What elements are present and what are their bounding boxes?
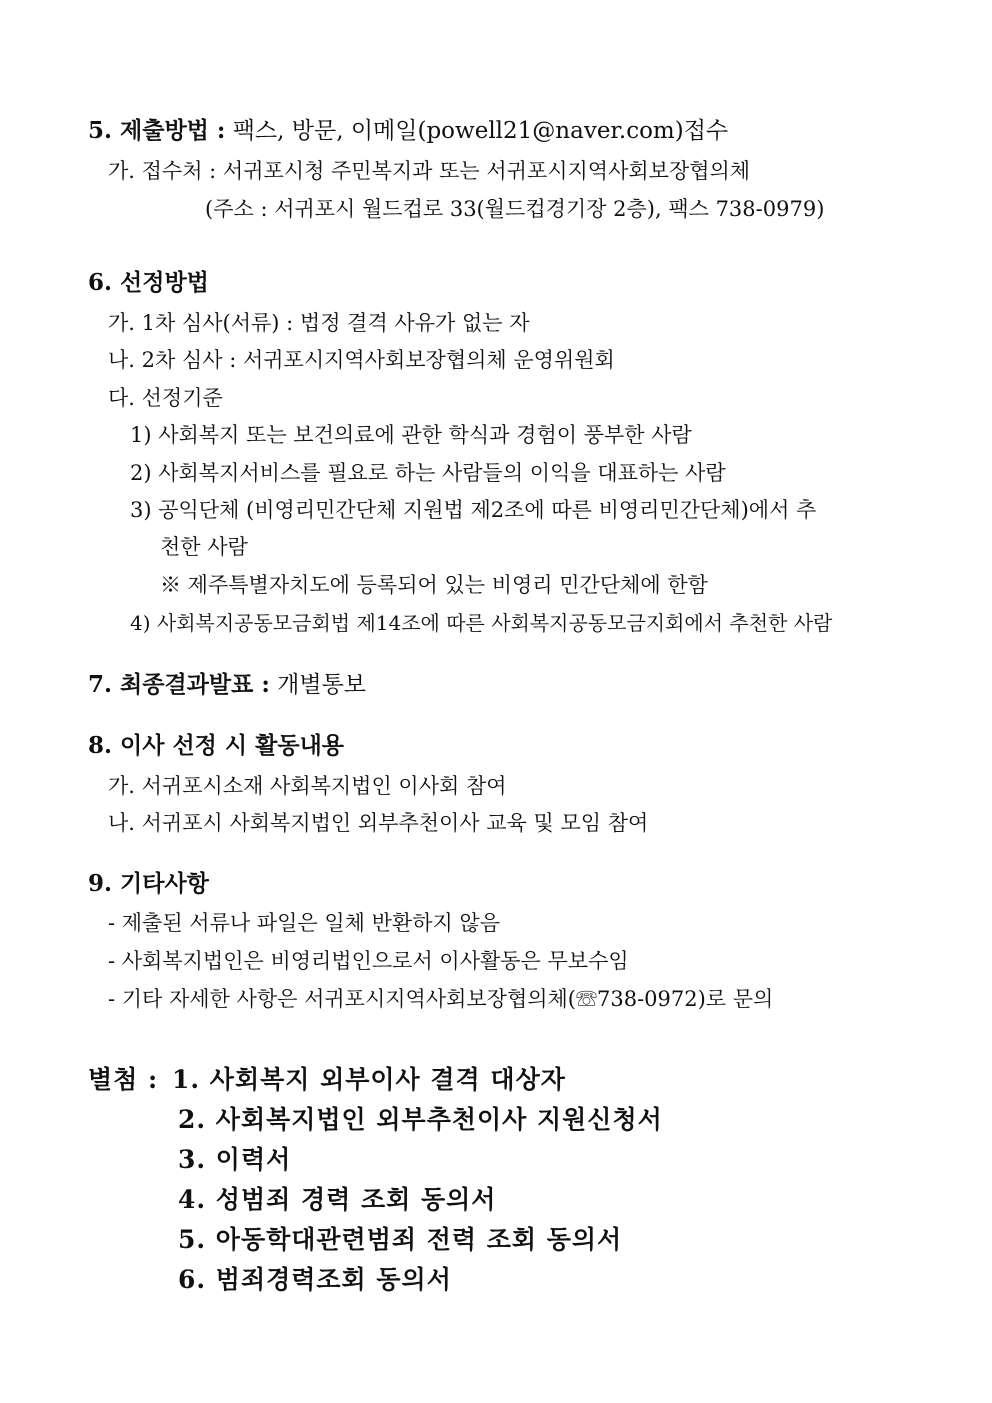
attachment-item: 5. 아동학대관련범죄 전력 조회 동의서 bbox=[178, 1225, 623, 1254]
section-9-item-3: - 기타 자세한 사항은 서귀포시지역사회보장협의체(☏738-0972)로 문의 bbox=[108, 987, 774, 1011]
section-7-heading: 7. 최종결과발표 : bbox=[88, 671, 270, 698]
section-9-item-1: - 제출된 서류나 파일은 일체 반환하지 않음 bbox=[108, 911, 501, 935]
attachment-item: 1. 사회복지 외부이사 결격 대상자 bbox=[172, 1065, 566, 1094]
section-6-item-da: 다. 선정기준 bbox=[108, 386, 223, 410]
section-7-text: 개별통보 bbox=[277, 672, 367, 698]
criteria-3: 3) 공익단체 (비영리민간단체 지원법 제2조에 따른 비영리민간단체)에서 추 bbox=[130, 498, 817, 522]
attachment-item: 4. 성범죄 경력 조회 동의서 bbox=[178, 1185, 497, 1214]
section-8-heading: 8. 이사 선정 시 활동내용 bbox=[88, 732, 345, 759]
criteria-3-continued: 천한 사람 bbox=[160, 535, 248, 559]
attachment-item: 2. 사회복지법인 외부추천이사 지원신청서 bbox=[178, 1105, 663, 1134]
section-6-heading: 6. 선정방법 bbox=[88, 269, 209, 296]
criteria-4: 4) 사회복지공동모금회법 제14조에 따른 사회복지공동모금지회에서 추천한 사람 bbox=[130, 611, 833, 635]
section-6-item-na: 나. 2차 심사 : 서귀포시지역사회보장협의체 운영위원회 bbox=[108, 348, 615, 372]
criteria-1: 1) 사회복지 또는 보건의료에 관한 학식과 경험이 풍부한 사람 bbox=[130, 423, 692, 447]
section-5-heading-line bbox=[88, 116, 728, 146]
criteria-note: ※ 제주특별자치도에 등록되어 있는 비영리 민간단체에 한함 bbox=[160, 573, 708, 597]
criteria-2: 2) 사회복지서비스를 필요로 하는 사람들의 이익을 대표하는 사람 bbox=[130, 461, 726, 485]
section-8-item-na: 나. 서귀포시 사회복지법인 외부추천이사 교육 및 모임 참여 bbox=[108, 811, 649, 835]
section-9-heading-line bbox=[88, 869, 209, 899]
section-5-item-ga: 가. 접수처 : 서귀포시청 주민복지과 또는 서귀포시지역사회보장협의체 bbox=[108, 159, 751, 183]
attachments-label: 별첨 : bbox=[88, 1065, 159, 1094]
section-5-address: (주소 : 서귀포시 월드컵로 33(월드컵경기장 2층), 팩스 738-0979) bbox=[205, 197, 825, 221]
attachment-item: 3. 이력서 bbox=[178, 1145, 292, 1174]
section-6-item-ga: 가. 1차 심사(서류) : 법정 결격 사유가 없는 자 bbox=[108, 311, 530, 335]
section-6-heading-line bbox=[88, 268, 209, 298]
section-7-heading-line bbox=[88, 670, 366, 700]
section-9-item-2: - 사회복지법인은 비영리법인으로서 이사활동은 무보수임 bbox=[108, 949, 629, 973]
section-5-heading: 5. 제출방법 : bbox=[88, 117, 226, 144]
attachment-item: 6. 범죄경력조회 동의서 bbox=[178, 1265, 452, 1294]
section-9-heading: 9. 기타사항 bbox=[88, 870, 209, 897]
section-8-heading-line bbox=[88, 731, 344, 761]
section-8-item-ga: 가. 서귀포시소재 사회복지법인 이사회 참여 bbox=[108, 774, 507, 798]
section-5-text: 팩스, 방문, 이메일(powell21@naver.com)접수 bbox=[232, 118, 729, 144]
